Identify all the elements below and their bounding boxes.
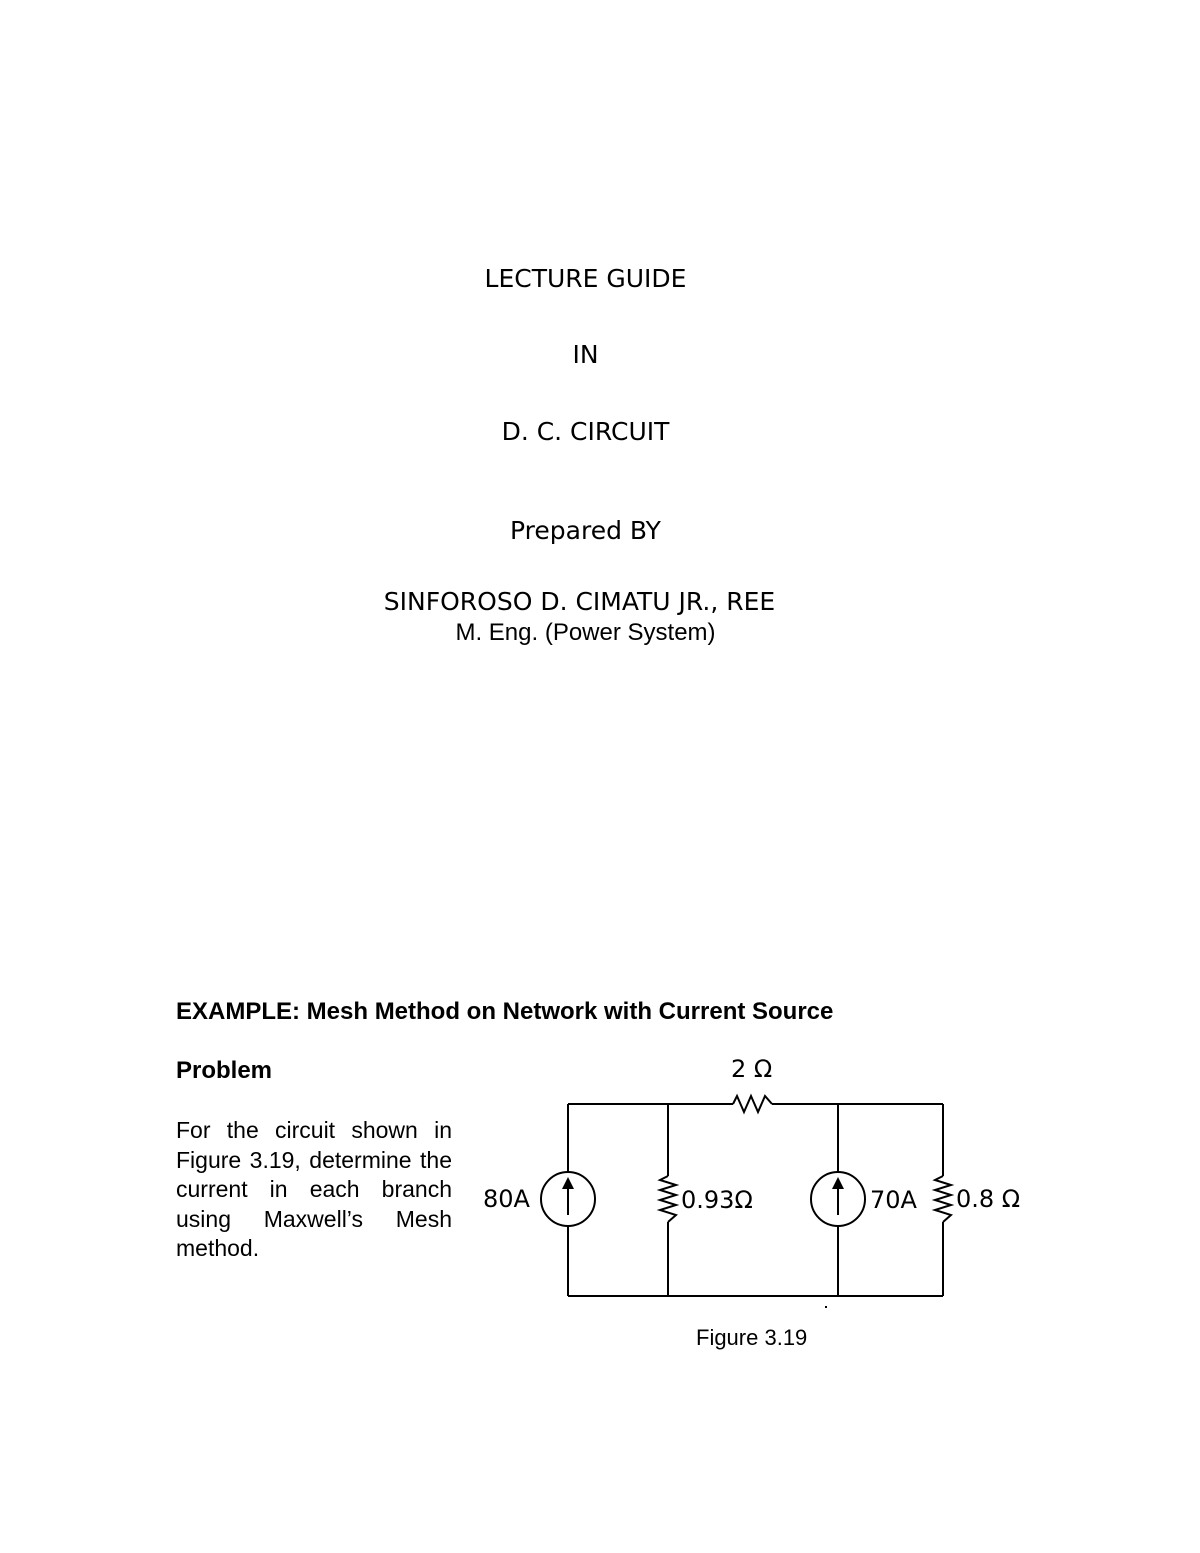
example-heading: EXAMPLE: Mesh Method on Network with Current Source — [176, 998, 834, 1025]
cover-title-line-1: LECTURE GUIDE — [484, 264, 687, 293]
circuit-diagram — [470, 1045, 1050, 1315]
label-resistor-middle: 0.93Ω — [681, 1186, 753, 1214]
resistor-right — [935, 1176, 951, 1222]
resistor-middle — [660, 1176, 676, 1222]
current-source-right-arrow-head — [832, 1177, 844, 1189]
prepared-by-label: Prepared BY — [510, 516, 661, 545]
author-degree: M. Eng. (Power System) — [455, 619, 716, 646]
figure-caption: Figure 3.19 — [696, 1325, 808, 1350]
resistor-top — [733, 1096, 772, 1112]
small-dot-mark — [825, 1306, 827, 1308]
problem-text: For the circuit shown in Figure 3.19, determine the current in each branch using Maxwell’s Mesh method. — [176, 1117, 452, 1261]
problem-heading: Problem — [176, 1057, 273, 1084]
cover-title-line-2: IN — [572, 340, 599, 369]
label-resistor-right: 0.8 Ω — [956, 1185, 1021, 1213]
label-source-right: 70A — [870, 1186, 917, 1214]
label-resistor-top: 2 Ω — [731, 1055, 773, 1083]
label-source-left: 80A — [483, 1185, 530, 1213]
current-source-left-arrow-head — [562, 1177, 574, 1189]
author-name: SINFOROSO D. CIMATU JR., REE — [383, 587, 776, 616]
cover-title-line-3: D. C. CIRCUIT — [501, 417, 670, 446]
